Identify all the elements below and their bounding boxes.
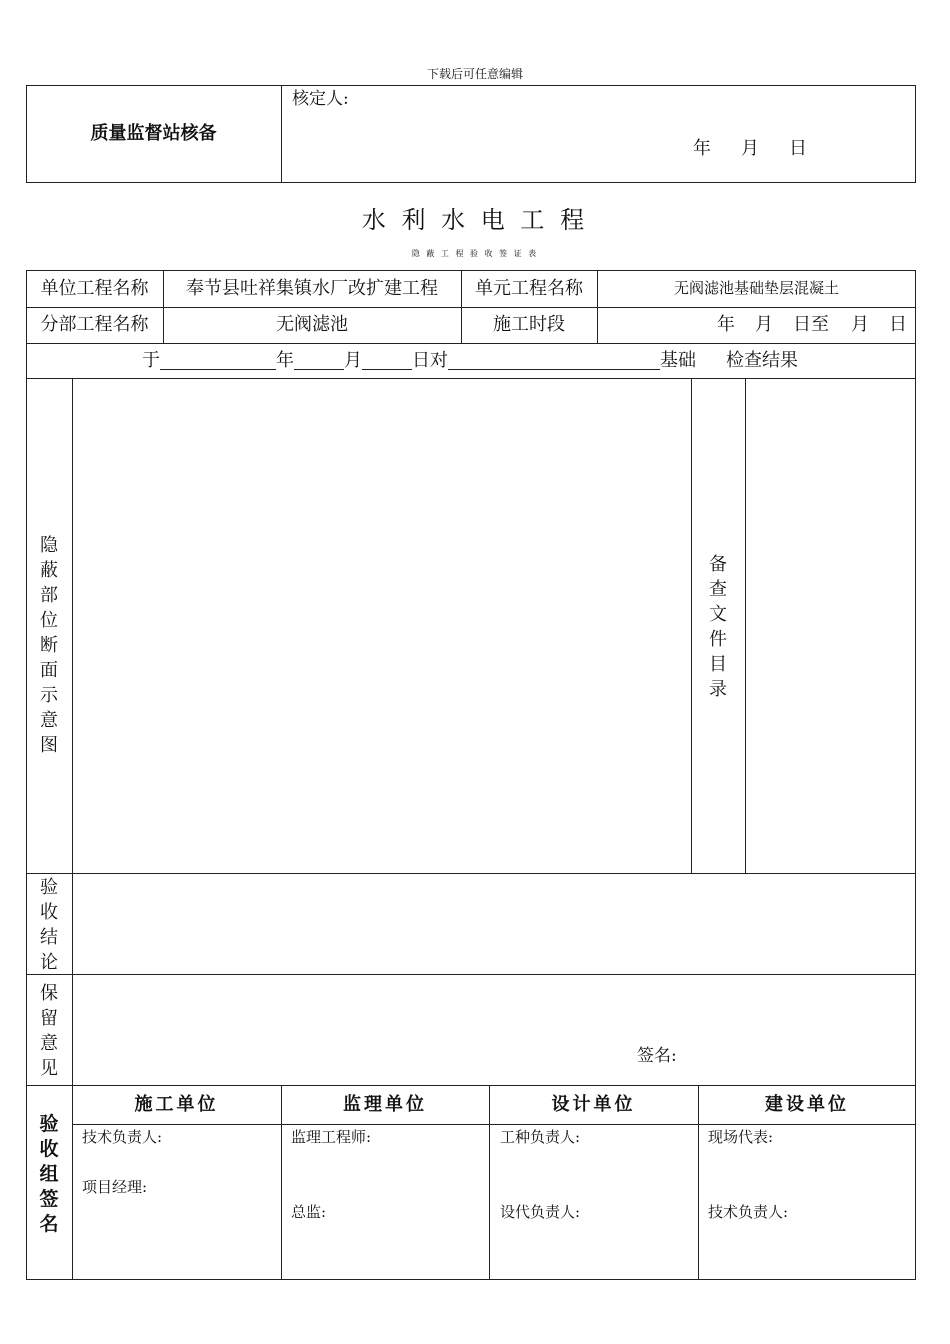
period-day-2: 日 <box>889 314 907 335</box>
construction-tech-lead: 技术负责人: <box>82 1128 163 1146</box>
design-representative: 设代负责人: <box>500 1203 581 1221</box>
supervision-label: 质量监督站核备 <box>90 123 217 144</box>
group-label: 验收组签名 <box>39 1113 59 1235</box>
rule <box>26 873 916 874</box>
divider <box>698 1085 699 1280</box>
divider <box>691 378 692 873</box>
period-year: 年 <box>717 314 735 335</box>
period-month: 月 <box>755 314 773 335</box>
unit-project-label: 单位工程名称 <box>40 278 149 299</box>
construction-project-manager: 项目经理: <box>82 1178 148 1196</box>
year-text: 年 <box>276 350 294 371</box>
object-blank <box>448 352 660 370</box>
design-unit-header: 设计单位 <box>551 1094 636 1115</box>
check-result-text: 检查结果 <box>726 350 798 371</box>
diagram-label: 隐蔽部位断面示意图 <box>40 535 58 756</box>
rule <box>26 343 916 344</box>
foundation-text: 基础 <box>660 350 696 371</box>
files-label: 备查文件目录 <box>709 554 727 700</box>
conclusion-label: 验收结论 <box>40 877 58 973</box>
period-label: 施工时段 <box>493 314 565 335</box>
supervision-unit-header: 监理单位 <box>343 1094 427 1115</box>
unit-project-value: 奉节县吐祥集镇水厂改扩建工程 <box>186 278 438 299</box>
sub-project-label: 分部工程名称 <box>40 314 149 335</box>
month-text: 月 <box>344 350 362 371</box>
divider <box>281 1085 282 1280</box>
signature-label: 签名: <box>637 1046 677 1066</box>
owner-tech-lead: 技术负责人: <box>708 1203 789 1221</box>
sub-project-value: 无阀滤池 <box>276 314 348 335</box>
approve-month: 月 <box>741 138 759 159</box>
rule <box>26 1085 916 1086</box>
page-subtitle: 隐 蔽 工 程 验 收 签 证 表 <box>411 249 539 258</box>
period-month-2: 月 <box>851 314 869 335</box>
owner-unit-header: 建设单位 <box>765 1094 849 1115</box>
rule <box>26 974 916 975</box>
approver-label: 核定人: <box>292 89 349 109</box>
construction-unit-header: 施工单位 <box>134 1094 219 1115</box>
opinion-label: 保留意见 <box>40 983 58 1079</box>
period-day-to: 日至 <box>793 314 829 335</box>
month-blank <box>294 352 344 370</box>
divider <box>72 378 73 1280</box>
rule <box>26 307 916 308</box>
day-text: 日对 <box>412 350 448 371</box>
divider <box>489 1085 490 1280</box>
supervision-engineer: 监理工程师: <box>291 1128 372 1146</box>
site-representative: 现场代表: <box>708 1128 774 1146</box>
approve-year: 年 <box>693 138 711 159</box>
header-note: 下载后可任意编辑 <box>426 67 523 81</box>
year-blank <box>160 352 276 370</box>
rule <box>26 378 916 379</box>
divider <box>745 378 746 873</box>
page-title: 水 利 水 电 工 程 <box>361 206 589 234</box>
element-project-label: 单元工程名称 <box>475 278 583 299</box>
approve-day: 日 <box>789 138 807 159</box>
divider <box>281 85 282 183</box>
chief-supervisor: 总监: <box>291 1203 327 1221</box>
yu-text: 于 <box>142 350 160 371</box>
inspection-statement <box>142 352 798 370</box>
day-blank <box>362 352 412 370</box>
element-project-value: 无阀滤池基础垫层混凝土 <box>673 279 839 297</box>
design-trade-lead: 工种负责人: <box>500 1128 581 1146</box>
rule <box>72 1124 916 1125</box>
